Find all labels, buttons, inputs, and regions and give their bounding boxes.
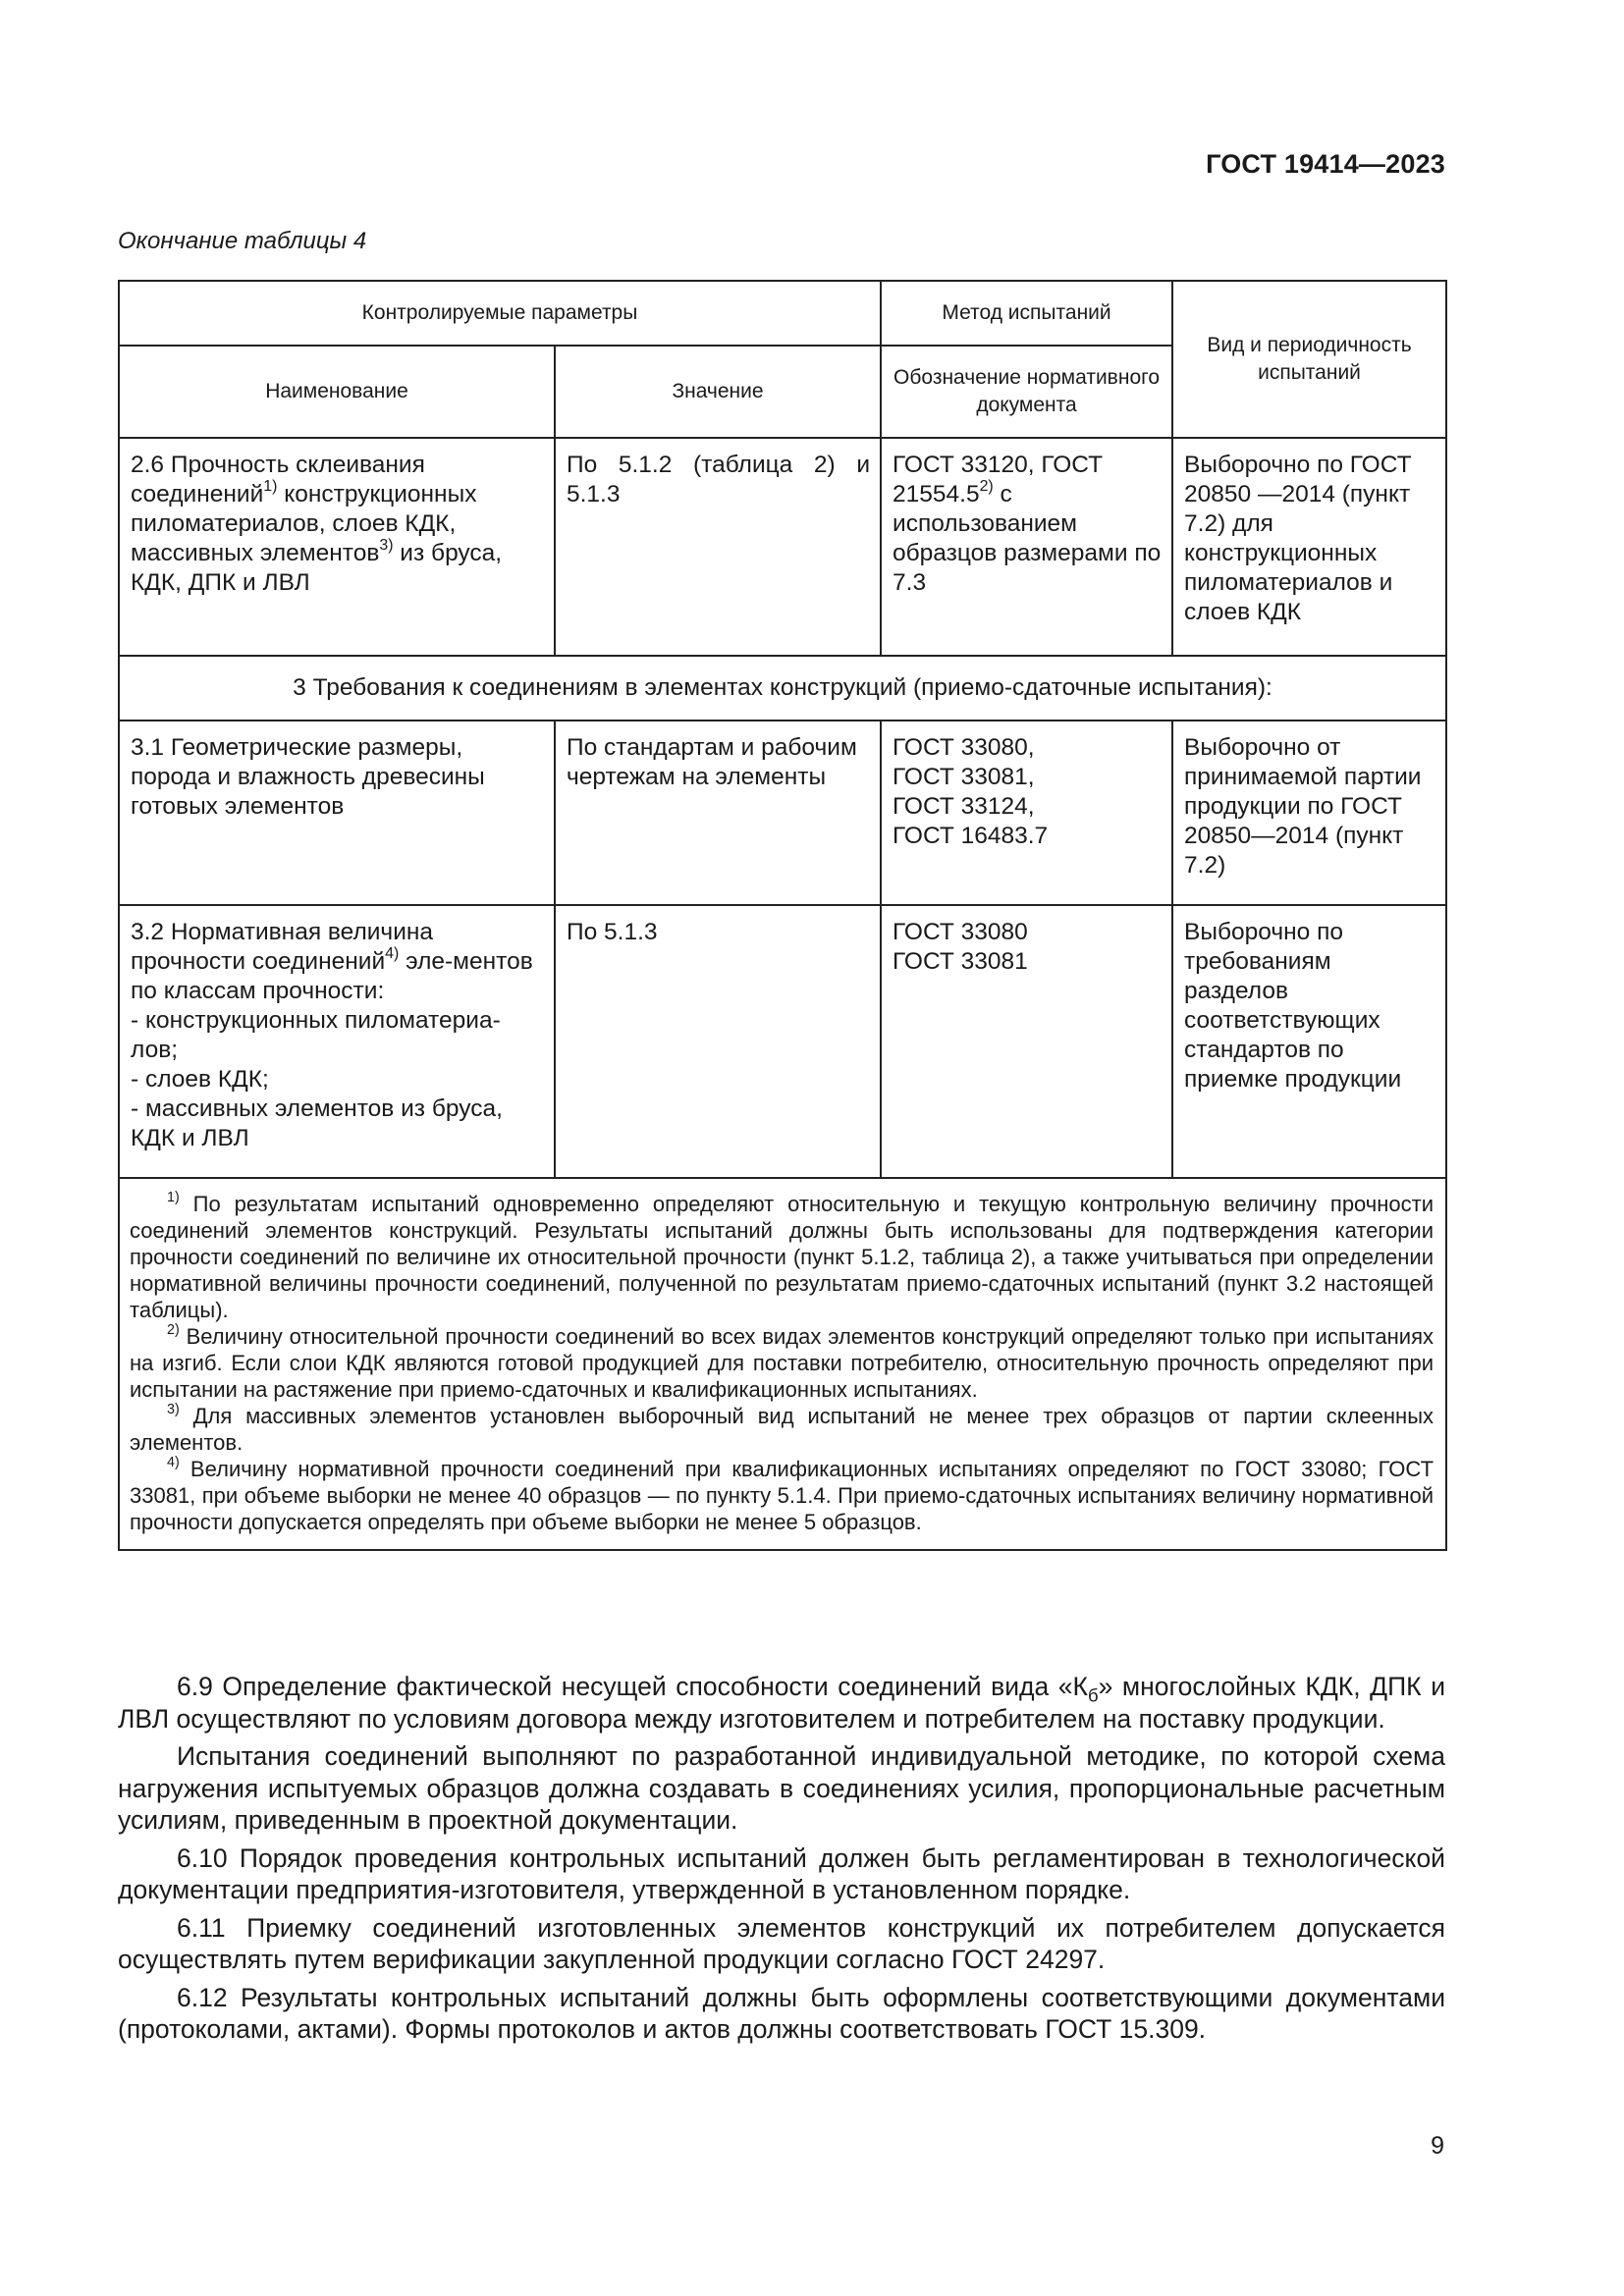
document-number-header: ГОСТ 19414—2023 [1206,149,1445,179]
paragraph-6-10: 6.10 Порядок проведения контрольных испытаний должен быть регламентирован в технологической документации предприятия-изготовителя, утвержденной в установленном порядке. [118,1842,1445,1904]
table-row [119,721,1446,905]
notes-row [119,1178,1446,1550]
row-3-2-method: ГОСТ 33080 ГОСТ 33081 [881,905,1172,1178]
header-type-periodicity: Вид и периодичность испытаний [1172,281,1446,438]
row-2-6-periodicity: Выборочно по ГОСТ 20850 —2014 (пункт 7.2) для конструкционных пиломатериалов и слоев КДК [1172,438,1446,656]
paragraph-6-11: 6.11 Приемку соединений изготовленных элементов конструкций их потребителем допускается осуществлять путем верификации закупленной продукции согласно ГОСТ 24297. [118,1912,1445,1974]
paragraph-6-12: 6.12 Результаты контрольных испытаний должны быть оформлены соответствующими документами (протоколами, актами). Формы протоколов и актов должны соответствовать ГОСТ 15.309. [118,1982,1445,2044]
row-3-1-periodicity: Выборочно от принимаемой партии продукции по ГОСТ 20850—2014 (пункт 7.2) [1172,721,1446,905]
row-3-2-name: 3.2 Нормативная величина прочности соединений$^{4)}$ эле-ментов по классам прочности: - конструкционных пиломатериа-лов; - слоев КДК; - массивных элементов из бруса, КДК и ЛВЛ [119,905,555,1178]
header-name: Наименование [119,346,555,438]
footnote-4: $^{4)}$ Величину нормативной прочности соединений при квалификационных испытаниях определяют по ГОСТ 33080; ГОСТ 33081, при объеме выборки не менее 40 образцов — по пункту 5.1.4. При приемо-сдаточных испытаниях величину нормативной прочности допускается определять при объеме выборки не менее 5 образцов. [130,1454,1435,1534]
header-value: Значение [555,346,881,438]
table-row [119,905,1446,1178]
footnote-2: $^{2)}$ Величину относительной прочности соединений во всех видах элементов конструкций определяют только при испытаниях на изгиб. Если слои КДК являются готовой продукцией для поставки потребителю, относительную прочность определяют при испытании на растяжение при приемо-сдаточных и квалификационных испытаниях. [130,1321,1435,1402]
requirements-table [118,280,1447,1551]
row-3-1-value: По стандартам и рабочим чертежам на элементы [555,721,881,905]
header-test-method: Метод испытаний [881,281,1172,346]
row-3-1-name: 3.1 Геометрические размеры, порода и влажность древесины готовых элементов [119,721,555,905]
body-text [118,1671,1445,2052]
row-3-1-method: ГОСТ 33080, ГОСТ 33081, ГОСТ 33124, ГОСТ 16483.7 [881,721,1172,905]
section-row [119,656,1446,721]
page-number: 9 [1431,2132,1444,2160]
paragraph-6-9-continued: Испытания соединений выполняют по разработанной индивидуальной методике, по которой схема нагружения испытуемых образцов должна создавать в соединениях усилия, пропорциональные расчетным усилиям, приведенным в проектной документации. [118,1741,1445,1835]
section-3-heading: 3 Требования к соединениям в элементах конструкций (приемо-сдаточные испытания): [119,656,1446,721]
header-designation: Обозначение нормативного документа [881,346,1172,438]
row-2-6-name: 2.6 Прочность склеивания соединений$^{1)}$ конструкционных пиломатериалов, слоев КДК, массивных элементов$^{3)}$ из бруса, КДК, ДПК и ЛВЛ [119,438,555,656]
row-3-2-value: По 5.1.3 [555,905,881,1178]
row-3-2-periodicity: Выборочно по требованиям разделов соответствующих стандартов по приемке продукции [1172,905,1446,1178]
table-caption: Окончание таблицы 4 [118,228,367,254]
footnote-1: $^{1)}$ По результатам испытаний одновременно определяют относительную и текущую контрольную величину прочности соединений элементов конструкций. Результаты испытаний должны быть использованы для подтверждения категории прочности соединений по величине их относительной прочности (пункт 5.1.2, таблица 2), а также учитываться при определении нормативной величины прочности соединений, полученной по результатам приемо-сдаточных испытаний (пункт 3.2 настоящей таблицы). [130,1189,1435,1322]
row-2-6-value: По 5.1.2 (таблица 2) и 5.1.3 [555,438,881,656]
header-controlled-params: Контролируемые параметры [119,281,881,346]
paragraph-6-9: 6.9 Определение фактической несущей способности соединений вида «$К_б$» многослойных КДК, ДПК и ЛВЛ осуществляют по условиям договора между изготовителем и потребителем на поставку продукции. [118,1672,1445,1734]
table-row [119,438,1446,656]
table-footnotes [119,1178,1446,1550]
row-2-6-method: ГОСТ 33120, ГОСТ 21554.5$^{2)}$ с использованием образцов размерами по 7.3 [881,438,1172,656]
footnote-3: $^{3)}$ Для массивных элементов установлен выборочный вид испытаний не менее трех образцов от партии склеенных элементов. [130,1401,1435,1455]
